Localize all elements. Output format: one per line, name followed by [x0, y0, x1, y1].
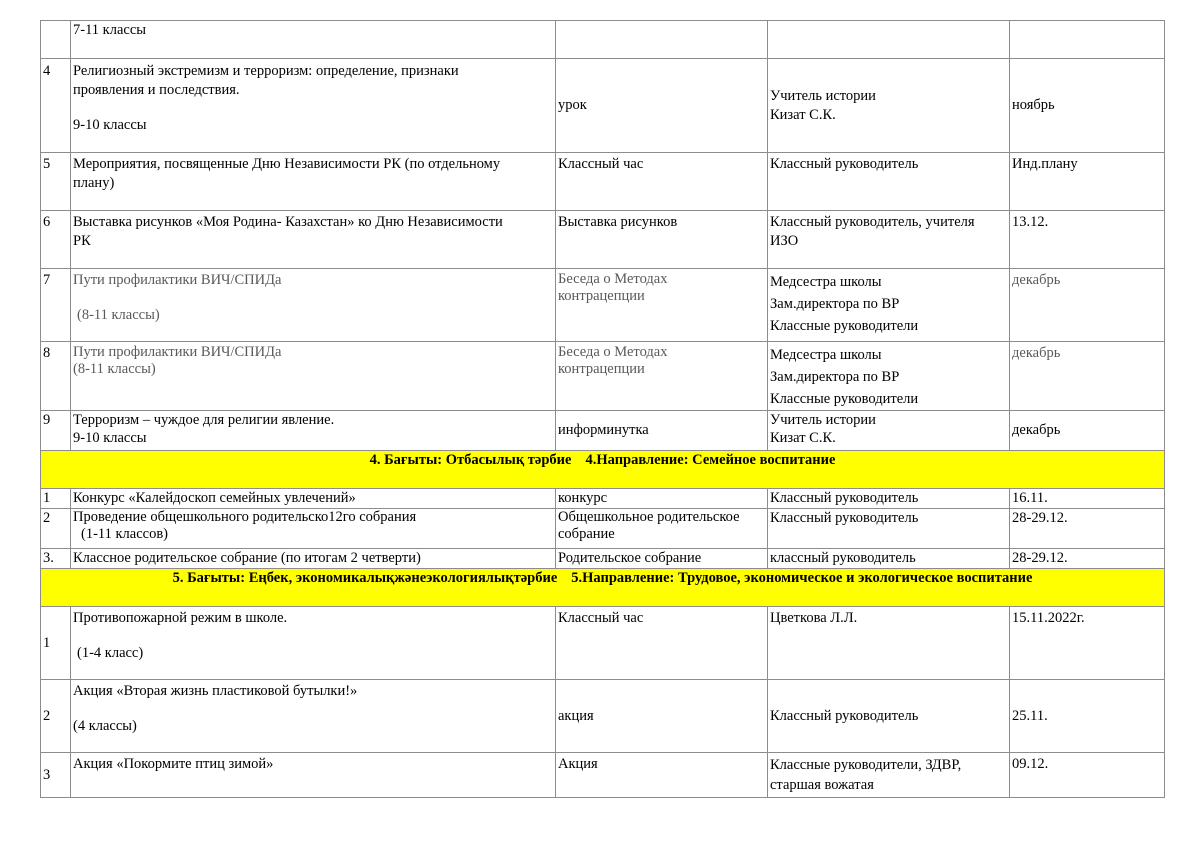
event-form: Беседа о Методах контрацепции	[556, 269, 768, 342]
event-date: 15.11.2022г.	[1010, 607, 1165, 680]
event-name: Пути профилактики ВИЧ/СПИДа (8-11 классы)	[71, 342, 556, 411]
table-row	[41, 509, 1165, 549]
table-row	[41, 549, 1165, 569]
event-date	[1010, 21, 1165, 59]
event-form: урок	[556, 59, 768, 153]
event-form: Родительское собрание	[556, 549, 768, 569]
table-row	[41, 59, 1165, 153]
event-form: информинутка	[556, 411, 768, 451]
event-name: Пути профилактики ВИЧ/СПИДа (8-11 классы)	[71, 269, 556, 342]
event-name: Противопожарной режим в школе. (1-4 класс)	[71, 607, 556, 680]
event-date: декабрь	[1010, 269, 1165, 342]
row-number: 8	[41, 342, 71, 411]
event-plan-table	[40, 20, 1165, 798]
table-row	[41, 607, 1165, 680]
event-date: декабрь	[1010, 342, 1165, 411]
row-number: 5	[41, 153, 71, 211]
event-date: ноябрь	[1010, 59, 1165, 153]
event-form	[556, 21, 768, 59]
event-name: Конкурс «Калейдоскоп семейных увлечений»	[71, 489, 556, 509]
event-name: Мероприятия, посвященные Дню Независимости РК (по отдельному плану)	[71, 153, 556, 211]
event-responsible: Учитель истории Кизат С.К.	[768, 411, 1010, 451]
event-responsible: Классный руководитель	[768, 489, 1010, 509]
event-name: Религиозный экстремизм и терроризм: определение, признаки проявления и последствия. 9-10 классы	[71, 59, 556, 153]
event-name: Классное родительское собрание (по итогам 2 четверти)	[71, 549, 556, 569]
row-number: 4	[41, 59, 71, 153]
event-date: 09.12.	[1010, 753, 1165, 798]
section-header	[41, 451, 1165, 489]
event-name: Акция «Покормите птиц зимой»	[71, 753, 556, 798]
table-row	[41, 153, 1165, 211]
row-number: 1	[41, 489, 71, 509]
event-responsible	[768, 21, 1010, 59]
event-responsible: Классный руководитель	[768, 153, 1010, 211]
section-title: 4. Бағыты: Отбасылық тәрбие 4.Направление: Семейное воспитание	[41, 451, 1165, 489]
event-responsible: Классный руководитель, учителя ИЗО	[768, 211, 1010, 269]
event-responsible: Классный руководитель	[768, 509, 1010, 549]
table-row	[41, 411, 1165, 451]
row-number: 9	[41, 411, 71, 451]
table-row	[41, 342, 1165, 411]
event-form: конкурс	[556, 489, 768, 509]
event-form: Беседа о Методах контрацепции	[556, 342, 768, 411]
row-number: 2	[41, 509, 71, 549]
row-number: 6	[41, 211, 71, 269]
row-number: 3.	[41, 549, 71, 569]
event-date: 25.11.	[1010, 680, 1165, 753]
event-date: 16.11.	[1010, 489, 1165, 509]
event-form: Выставка рисунков	[556, 211, 768, 269]
event-date: Инд.плану	[1010, 153, 1165, 211]
event-date: 13.12.	[1010, 211, 1165, 269]
event-form: Общешкольное родительское собрание	[556, 509, 768, 549]
event-responsible: Медсестра школы Зам.директора по ВР Классные руководители	[768, 342, 1010, 411]
event-form: Классный час	[556, 607, 768, 680]
event-form: Классный час	[556, 153, 768, 211]
event-responsible: Медсестра школы Зам.директора по ВР Классные руководители	[768, 269, 1010, 342]
event-form: Акция	[556, 753, 768, 798]
table-row	[41, 680, 1165, 753]
event-responsible: классный руководитель	[768, 549, 1010, 569]
section-header	[41, 569, 1165, 607]
event-responsible: Классные руководители, ЗДВР, старшая вожатая	[768, 753, 1010, 798]
event-responsible: Классный руководитель	[768, 680, 1010, 753]
row-number: 7	[41, 269, 71, 342]
row-number: 1	[41, 607, 71, 680]
table-row	[41, 489, 1165, 509]
event-form: акция	[556, 680, 768, 753]
row-number: 2	[41, 680, 71, 753]
table-row	[41, 269, 1165, 342]
event-date: декабрь	[1010, 411, 1165, 451]
event-date: 28-29.12.	[1010, 549, 1165, 569]
table-row	[41, 753, 1165, 798]
row-number	[41, 21, 71, 59]
event-date: 28-29.12.	[1010, 509, 1165, 549]
table-row	[41, 211, 1165, 269]
event-responsible: Цветкова Л.Л.	[768, 607, 1010, 680]
event-name: 7-11 классы	[71, 21, 556, 59]
event-responsible: Учитель истории Кизат С.К.	[768, 59, 1010, 153]
event-name: Выставка рисунков «Моя Родина- Казахстан» ко Дню Независимости РК	[71, 211, 556, 269]
event-name: Акция «Вторая жизнь пластиковой бутылки!» (4 классы)	[71, 680, 556, 753]
row-number: 3	[41, 753, 71, 798]
event-name: Проведение общешкольного родительско12го собрания (1-11 классов)	[71, 509, 556, 549]
section-title: 5. Бағыты: Еңбек, экономикалықжәнеэкологиялықтәрбие 5.Направление: Трудовое, экономическое и экологическое воспитание	[41, 569, 1165, 607]
table-row	[41, 21, 1165, 59]
event-name: Терроризм – чуждое для религии явление. 9-10 классы	[71, 411, 556, 451]
